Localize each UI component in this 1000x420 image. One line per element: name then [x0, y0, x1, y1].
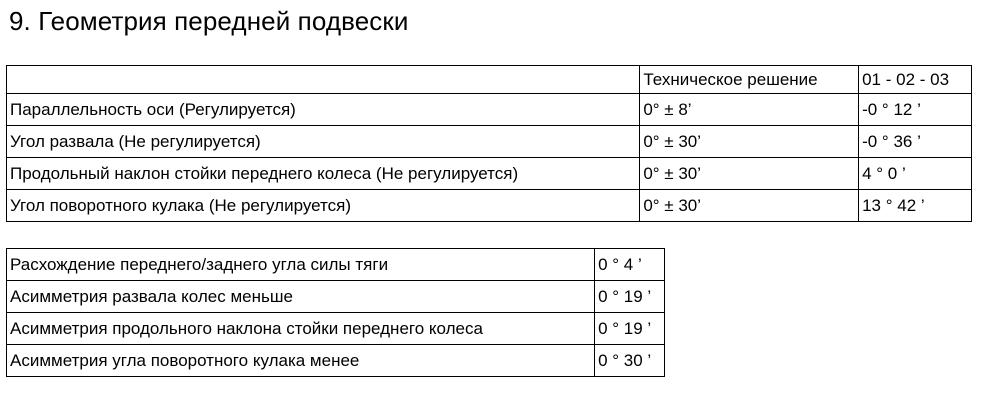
parameter-cell: Угол развала (Не регулируется): [7, 126, 640, 158]
spec-cell: 0° ± 30’: [640, 190, 859, 222]
front-suspension-geometry-table: [6, 65, 972, 222]
parameter-cell: Угол поворотного кулака (Не регулируется): [7, 190, 640, 222]
page-title: 9. Геометрия передней подвески: [9, 6, 409, 36]
value-cell: 0 ° 30 ’: [595, 345, 665, 377]
value-cell: 0 ° 4 ’: [595, 249, 665, 281]
header-cell-technical-solution: Техническое решение: [640, 66, 859, 94]
table-row: [7, 126, 972, 158]
parameter-cell: Асимметрия угла поворотного кулака менее: [7, 345, 595, 377]
parameter-cell: Параллельность оси (Регулируется): [7, 94, 640, 126]
table-header-row: [7, 66, 972, 94]
parameter-cell: Асимметрия развала колес меньше: [7, 281, 595, 313]
header-cell-measurement: 01 - 02 - 03: [859, 66, 972, 94]
parameter-cell: Расхождение переднего/заднего угла силы тяги: [7, 249, 595, 281]
parameter-cell: Асимметрия продольного наклона стойки переднего колеса: [7, 313, 595, 345]
table-row: [7, 158, 972, 190]
table-row: [7, 313, 665, 345]
value-cell: -0 ° 36 ’: [859, 126, 972, 158]
table-row: [7, 281, 665, 313]
header-cell-parameter: [7, 66, 640, 94]
asymmetry-table: [6, 248, 665, 377]
value-cell: 0 ° 19 ’: [595, 281, 665, 313]
spec-cell: 0° ± 8’: [640, 94, 859, 126]
value-cell: 0 ° 19 ’: [595, 313, 665, 345]
table-row: [7, 190, 972, 222]
table-row: [7, 345, 665, 377]
spec-cell: 0° ± 30’: [640, 158, 859, 190]
table-row: [7, 249, 665, 281]
parameter-cell: Продольный наклон стойки переднего колеса (Не регулируется): [7, 158, 640, 190]
value-cell: 13 ° 42 ’: [859, 190, 972, 222]
value-cell: -0 ° 12 ’: [859, 94, 972, 126]
spec-cell: 0° ± 30’: [640, 126, 859, 158]
table-row: [7, 94, 972, 126]
value-cell: 4 ° 0 ’: [859, 158, 972, 190]
